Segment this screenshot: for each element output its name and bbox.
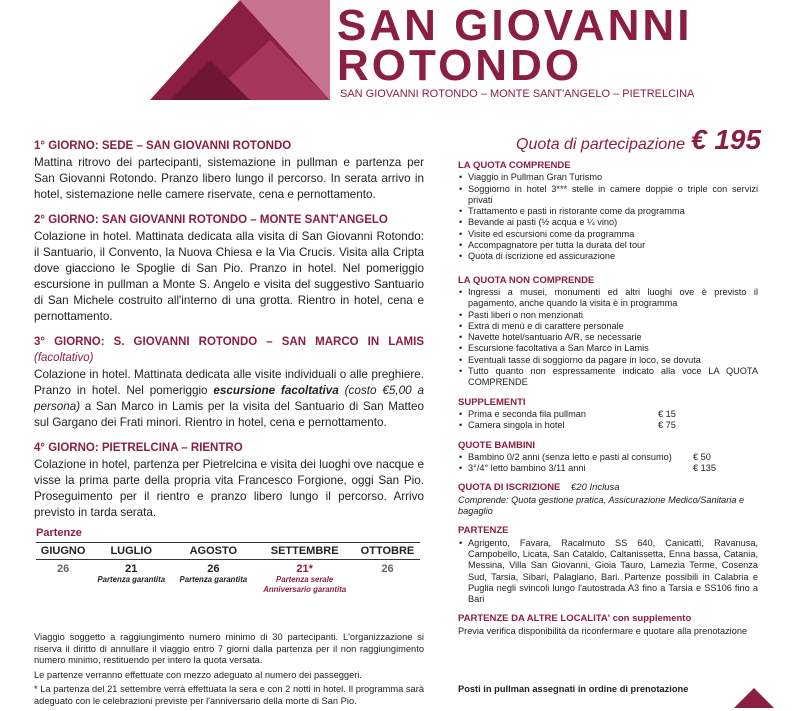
quota-price: [516, 124, 761, 156]
day-1: [34, 138, 424, 203]
iscrizione-title: QUOTA DI ISCRIZIONE: [458, 482, 561, 494]
itinerary: [34, 138, 424, 530]
posti-note: Posti in pullman assegnati in ordine di prenotazione: [458, 684, 689, 694]
departure-note: Partenza garantita: [179, 575, 248, 584]
table-header-row: [36, 543, 420, 560]
iscrizione-header: [458, 482, 758, 493]
departure-date: 26: [207, 563, 220, 575]
departure-note: Partenza serale: [276, 575, 334, 584]
departure-date: 21*: [296, 563, 313, 575]
month-header: AGOSTO: [172, 543, 254, 560]
footer-notes: [34, 632, 424, 711]
list-item: • Eventuali tasse di soggiorno da pagare in loco, se dovuta: [458, 355, 758, 366]
day-3-note: (facoltativo): [34, 352, 94, 364]
list-item: • Pasti liberi o non menzionati: [458, 310, 758, 321]
table-cell: [36, 560, 90, 596]
list-item: • Visite ed escursioni come da programma: [458, 229, 758, 240]
page-title-line1: SAN GIOVANNI: [337, 1, 693, 50]
bambini-price: € 135: [693, 463, 716, 474]
departure-date: 26: [381, 563, 394, 575]
supplemento-price: € 15: [658, 408, 676, 419]
price-details: [458, 160, 758, 637]
day-3-text-a: Colazione in hotel. Mattinata dedicata alle visite individuali o alle preghiere. Pranzo in hotel. Nel pomeriggio: [34, 368, 424, 397]
comprende-list: [458, 172, 758, 262]
departure-date: 26: [56, 563, 70, 575]
supplemento-label: • Prima e seconda fila pullman: [468, 408, 586, 419]
day-3-text: [34, 367, 424, 431]
altre-text: Previa verifica disponibilità da riconfermare e quotare alla prenotazione: [458, 625, 748, 636]
bambini-title: QUOTE BAMBINI: [458, 439, 536, 451]
supplementi-title: SUPPLEMENTI: [458, 396, 526, 408]
day-4-title: 4° GIORNO: PIETRELCINA – RIENTRO: [34, 442, 243, 454]
day-1-title: 1° GIORNO: SEDE – SAN GIOVANNI ROTONDO: [34, 140, 292, 152]
page-subtitle: SAN GIOVANNI ROTONDO – MONTE SANT'ANGELO – PIETRELCINA: [340, 88, 695, 100]
day-3-text-d: a San Marco in Lamis per la visita del Santuario di San Matteo sul Gargano dei Frati minori. Rientro in hotel, cena e pernottamento.: [34, 400, 424, 429]
altre-title: PARTENZE DA ALTRE LOCALITA' con supplemento: [458, 613, 692, 625]
logo-triangles-icon: [150, 0, 330, 100]
corner-triangle-icon: [734, 688, 774, 708]
comprende-title: LA QUOTA COMPRENDE: [458, 160, 571, 171]
month-header: GIUGNO: [36, 543, 90, 560]
day-2: [34, 212, 424, 325]
table-cell: [172, 560, 254, 596]
partenze-table-title: Partenze: [36, 527, 82, 539]
partenze-luoghi-list: [458, 538, 758, 606]
note-paragraph: Le partenze verranno effettuate con mezzo adeguato al numero dei passeggeri.: [34, 669, 363, 680]
bambini-price: € 50: [693, 451, 711, 462]
list-item: [458, 409, 758, 420]
month-header: OTTOBRE: [355, 543, 420, 560]
non-comprende-title: LA QUOTA NON COMPRENDE: [458, 274, 595, 286]
day-3-title: [34, 334, 424, 366]
note-paragraph: * La partenza del 21 settembre verrà effettuata la sera e con 2 notti in hotel. Il programma sarà adeguato con le celebrazioni previste per l'anniversario della morte di San Pio.: [34, 684, 424, 706]
list-item: • Soggiorno in hotel 3*** stelle in camere doppie o triple con servizi privati: [458, 184, 758, 207]
partenze-table: [36, 542, 420, 595]
day-4-text: Colazione in hotel, partenza per Pietrelcina e visita dei luoghi ove nacque e visse la prima parte della propria vita Francesco Forgione, oggi San Pio. Proseguimento per il rientro e pranzo libero lungo il percorso. Arrivo previsto in tarda serata.: [34, 458, 424, 519]
iscrizione-price: €20 Inclusa: [570, 482, 620, 494]
month-header: SETTEMBRE: [254, 543, 355, 560]
list-item: • Quota di iscrizione ed assicurazione: [458, 251, 758, 262]
table-cell: [254, 560, 355, 596]
day-2-text: Colazione in hotel. Mattinata dedicata alla visita di San Giovanni Rotondo: il Santuario, il Convento, la Nuova Chiesa e la Via Crucis. Visita alla Cripta dove giacciono le Spoglie di San Pio. Pranzo in hotel. Nel pomeriggio escursione in pullman a Monte S. Angelo e visita del suggestivo Santuario di San Michele costruito all'interno di una grotta. Rientro in hotel, cena e pernottamento.: [34, 230, 424, 323]
day-2-title: 2° GIORNO: SAN GIOVANNI ROTONDO – MONTE SANT'ANGELO: [34, 214, 388, 226]
list-item: [458, 420, 758, 431]
day-4: [34, 440, 424, 521]
list-item: [458, 452, 758, 463]
bambini-label: • Bambino 0/2 anni (senza letto e pasti al consumo): [468, 451, 672, 462]
note-paragraph: Viaggio soggetto a raggiungimento numero minimo di 30 partecipanti. L'organizzazione si riserva il diritto di annullare il viaggio entro 7 giorni dalla partenza per il non raggiungimento numero minimo, restituendo per intero la quota versata.: [34, 632, 424, 666]
table-cell: [355, 560, 420, 596]
list-item: • Ingressi a musei, monumenti ed altri luoghi ove è previsto il pagamento, anche quando la visita è in programma: [458, 287, 758, 310]
day-1-text: Mattina ritrovo dei partecipanti, sistemazione in pullman e partenza per San Giovanni Rotondo. Pranzo libero lungo il percorso. In serata arrivo in hotel, sistemazione nelle camere riservate, cena e pernottamento.: [34, 156, 424, 201]
list-item: • Accompagnatore per tutta la durata del tour: [458, 240, 758, 251]
list-item: • Trattamento e pasti in ristorante come da programma: [458, 206, 758, 217]
month-header: LUGLIO: [90, 543, 172, 560]
day-3: [34, 334, 424, 431]
list-item: • Viaggio in Pullman Gran Turismo: [458, 172, 758, 183]
day-3-text-c: (costo €5,00 a persona): [34, 384, 424, 413]
iscrizione-text: Comprende: Quota gestione pratica, Assicurazione Medico/Sanitaria e bagaglio: [458, 494, 745, 517]
day-3-text-b: escursione facoltativa: [213, 384, 339, 397]
departure-note: Partenza garantita: [97, 575, 166, 584]
quota-label: Quota di partecipazione: [516, 136, 685, 153]
bambini-list: [458, 452, 758, 475]
list-item: • Escursione facoltativa a San Marco in Lamis: [458, 343, 758, 354]
list-item: • Extra di menù e di carattere personale: [458, 321, 758, 332]
supplementi-list: [458, 409, 758, 432]
list-item: • Bevande ai pasti (½ acqua e ¼ vino): [458, 217, 758, 228]
day-3-title-text: 3° GIORNO: S. GIOVANNI ROTONDO – SAN MARCO IN LAMIS: [34, 336, 424, 348]
table-cell: [90, 560, 172, 596]
list-item: • Agrigento, Favara, Racalmuto SS 640, Canicattì, Ravanusa, Campobello, Licata, San Cataldo, Caltanissetta, Enna bassa, Catania, Messina, Villa San Giovanni, Gioia Tauro, Lamezia Terme, Cosenza Sud, Tarsia, Sibari, Palagiano, Bari. Partenze possibili in Calabria e Puglia negli svincoli lungo l'autostrada A3 fino a Tarsia e SS106 fino a Bari: [458, 538, 758, 606]
partenze-luoghi-title: PARTENZE: [458, 525, 509, 537]
non-comprende-list: [458, 287, 758, 389]
list-item: • Tutto quanto non espressamente indicato alla voce LA QUOTA COMPRENDE: [458, 366, 758, 389]
departure-date: 21: [125, 563, 138, 575]
supplemento-price: € 75: [658, 420, 676, 431]
bambini-label: • 3°/4° letto bambino 3/11 anni: [468, 463, 586, 474]
list-item: • Navette hotel/santuario A/R, se necessarie: [458, 332, 758, 343]
table-row: [36, 560, 420, 596]
quota-value: € 195: [691, 124, 762, 155]
list-item: [458, 463, 758, 474]
supplemento-label: • Camera singola in hotel: [468, 420, 565, 431]
departure-note-extra: Anniversario garantita: [263, 585, 347, 594]
page-title-line2: ROTONDO: [337, 41, 583, 90]
